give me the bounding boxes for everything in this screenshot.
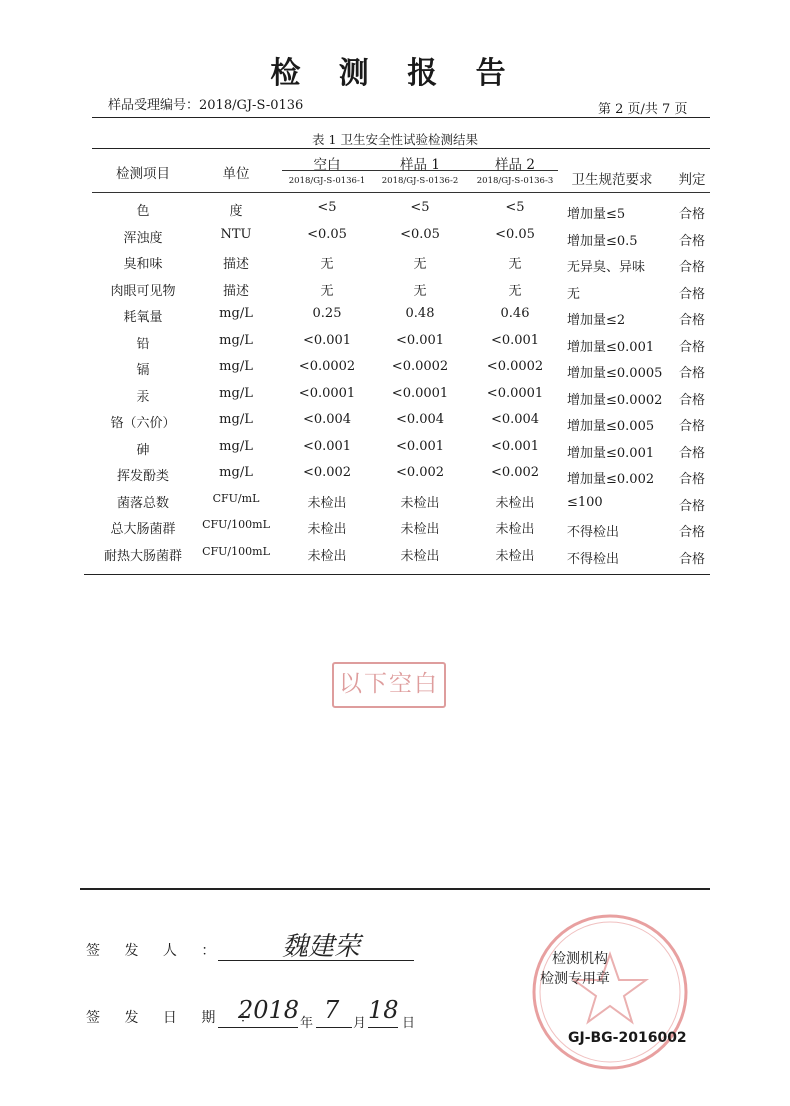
- header-sample2: 样品 2: [495, 157, 535, 173]
- cell-verdict: 合格: [678, 498, 706, 514]
- year-unit: 年: [300, 1016, 314, 1031]
- cell-unit: NTU: [220, 226, 252, 242]
- cell-blank: <0.05: [307, 226, 347, 242]
- header-sample1: 样品 1: [400, 157, 440, 173]
- cell-verdict: 合格: [678, 233, 706, 249]
- cell-sample2: 未检出: [495, 495, 535, 511]
- year-line: [218, 1027, 298, 1028]
- cell-sample1: <0.0002: [391, 359, 449, 374]
- cell-blank: 0.25: [312, 306, 342, 321]
- cell-verdict: 合格: [678, 339, 706, 355]
- cell-sample1: <0.002: [395, 465, 445, 480]
- cell-verdict: 合格: [678, 313, 706, 328]
- cell-blank: 无: [320, 257, 334, 272]
- cell-sample1: <0.001: [395, 438, 445, 454]
- cell-blank: 未检出: [307, 548, 347, 564]
- report-title: 检 测 报 告: [270, 56, 520, 91]
- cell-item: 色: [136, 204, 150, 219]
- cell-verdict: 合格: [678, 260, 706, 275]
- cell-requirement: 无异臭、异味: [567, 260, 646, 275]
- cell-item: 镉: [136, 363, 150, 378]
- cell-blank: 未检出: [307, 522, 347, 537]
- cell-unit: 描述: [222, 257, 250, 272]
- cell-blank: <0.0001: [298, 385, 356, 401]
- cell-unit: 描述: [222, 283, 250, 299]
- cell-item: 铬（六价）: [110, 416, 176, 431]
- cell-sample2: <0.002: [490, 465, 540, 480]
- cell-sample2: <0.001: [490, 332, 540, 348]
- cell-blank: 未检出: [307, 495, 347, 511]
- cell-item: 挥发酚类: [116, 469, 170, 484]
- day-line: [368, 1027, 398, 1028]
- cell-verdict: 合格: [678, 445, 706, 461]
- cell-blank: <0.0002: [298, 359, 356, 374]
- month-value: 7: [324, 996, 340, 1024]
- cell-verdict: 合格: [678, 286, 706, 302]
- seal: [528, 910, 692, 1074]
- report-code: GJ-BG-2016002: [568, 1030, 687, 1046]
- cell-sample1: 0.48: [405, 306, 435, 321]
- cell-sample2: 未检出: [495, 548, 535, 564]
- cell-verdict: 合格: [678, 419, 706, 434]
- cell-unit: mg/L: [219, 412, 253, 427]
- cell-requirement: 增加量≤0.002: [567, 472, 655, 487]
- issuer-label: 签 发 人 ：: [86, 943, 226, 959]
- cell-sample1: 无: [413, 283, 427, 299]
- cell-sample2: 无: [508, 283, 522, 299]
- cell-item: 铅: [136, 336, 150, 352]
- cell-unit: CFU/100mL: [202, 518, 270, 531]
- cell-sample2: 无: [508, 257, 522, 272]
- page-info: 第 2 页/共 7 页: [598, 102, 688, 117]
- year-value: 2018: [238, 996, 300, 1024]
- cell-verdict: 合格: [678, 525, 706, 540]
- cell-verdict: 合格: [678, 366, 706, 381]
- cell-verdict: 合格: [678, 207, 706, 222]
- blank-below-stamp: 以下空白: [332, 662, 446, 708]
- cell-item: 耐热大肠菌群: [103, 548, 183, 564]
- sample-number: 样品受理编号：2018/GJ-S-0136: [108, 98, 304, 113]
- header-sample1-id: 2018/GJ-S-0136-2: [381, 176, 459, 186]
- cell-requirement: 增加量≤0.0005: [567, 366, 663, 381]
- header-blank-id: 2018/GJ-S-0136-1: [288, 176, 366, 186]
- cell-sample2: <5: [505, 200, 525, 215]
- cell-sample1: <0.05: [400, 226, 440, 242]
- cell-unit: mg/L: [219, 465, 253, 480]
- cell-sample1: <0.0001: [391, 385, 449, 401]
- header-requirement: 卫生规范要求: [571, 172, 653, 188]
- cell-unit: mg/L: [219, 438, 253, 454]
- cell-sample1: <0.001: [395, 332, 445, 348]
- table-header-rule: [92, 192, 710, 193]
- day-unit: 日: [402, 1016, 416, 1031]
- cell-item: 肉眼可见物: [110, 283, 176, 299]
- day-value: 18: [368, 996, 399, 1024]
- cell-sample2: 未检出: [495, 522, 535, 537]
- header-blank: 空白: [313, 157, 341, 173]
- cell-verdict: 合格: [678, 392, 706, 408]
- cell-sample2: <0.0002: [486, 359, 544, 374]
- cell-unit: CFU/100mL: [202, 544, 270, 558]
- cell-requirement: 无: [567, 286, 581, 302]
- cell-sample1: 未检出: [400, 548, 440, 564]
- cell-sample2: <0.001: [490, 438, 540, 454]
- date-label: 签 发 日 期 ：: [86, 1010, 264, 1026]
- cell-sample2: <0.05: [495, 226, 535, 242]
- cell-requirement: 增加量≤2: [567, 313, 626, 328]
- seal-line1: 检测机构: [552, 951, 608, 967]
- month-line: [316, 1027, 352, 1028]
- header-item: 检测项目: [116, 166, 170, 182]
- seal-line2: 检测专用章: [540, 971, 610, 987]
- cell-blank: <5: [317, 200, 337, 215]
- cell-unit: mg/L: [219, 306, 253, 321]
- cell-sample1: <0.004: [395, 412, 445, 427]
- cell-blank: 无: [320, 283, 334, 299]
- cell-unit: mg/L: [219, 385, 253, 401]
- cell-requirement: 增加量≤5: [567, 207, 626, 222]
- cell-unit: CFU/mL: [212, 491, 260, 505]
- cell-sample1: <5: [410, 200, 430, 215]
- cell-item: 浑浊度: [123, 230, 163, 246]
- cell-item: 砷: [136, 442, 150, 458]
- cell-item: 臭和味: [123, 257, 163, 272]
- issuer-signature: 魏建荣: [282, 932, 361, 962]
- header-verdict: 判定: [678, 172, 706, 188]
- cell-sample1: 无: [413, 257, 427, 272]
- cell-blank: <0.002: [302, 465, 352, 480]
- cell-unit: mg/L: [219, 359, 253, 374]
- seal-star-icon: [528, 910, 692, 1074]
- table-top-rule: [92, 148, 710, 149]
- cell-blank: <0.004: [302, 412, 352, 427]
- cell-sample2: 0.46: [500, 306, 530, 321]
- header-rule: [92, 117, 710, 118]
- cell-sample2: <0.0001: [486, 385, 544, 401]
- signature-rule: [80, 888, 710, 890]
- cell-verdict: 合格: [678, 472, 706, 487]
- month-unit: 月: [353, 1016, 367, 1031]
- cell-blank: <0.001: [302, 438, 352, 454]
- cell-item: 菌落总数: [116, 495, 170, 511]
- cell-item: 耗氧量: [123, 310, 163, 325]
- table-caption: 表 1 卫生安全性试验检测结果: [312, 132, 478, 147]
- cell-unit: mg/L: [219, 332, 253, 348]
- cell-requirement: 增加量≤0.001: [567, 339, 655, 355]
- cell-requirement: 增加量≤0.0002: [567, 392, 663, 408]
- cell-requirement: 增加量≤0.005: [567, 419, 655, 434]
- cell-verdict: 合格: [678, 551, 706, 567]
- cell-requirement: 不得检出: [567, 525, 620, 540]
- table-bottom-rule: [84, 574, 710, 575]
- cell-blank: <0.001: [302, 332, 352, 348]
- cell-item: 总大肠菌群: [110, 522, 176, 537]
- cell-requirement: 不得检出: [567, 551, 620, 567]
- cell-unit: 度: [229, 204, 243, 219]
- cell-sample1: 未检出: [400, 495, 440, 511]
- cell-item: 汞: [136, 389, 150, 405]
- cell-sample2: <0.004: [490, 412, 540, 427]
- cell-requirement: 增加量≤0.001: [567, 445, 655, 461]
- header-unit: 单位: [222, 166, 250, 182]
- cell-requirement: 增加量≤0.5: [567, 233, 638, 249]
- cell-requirement: ≤100: [567, 494, 603, 510]
- cell-sample1: 未检出: [400, 522, 440, 537]
- header-sample2-id: 2018/GJ-S-0136-3: [476, 176, 554, 186]
